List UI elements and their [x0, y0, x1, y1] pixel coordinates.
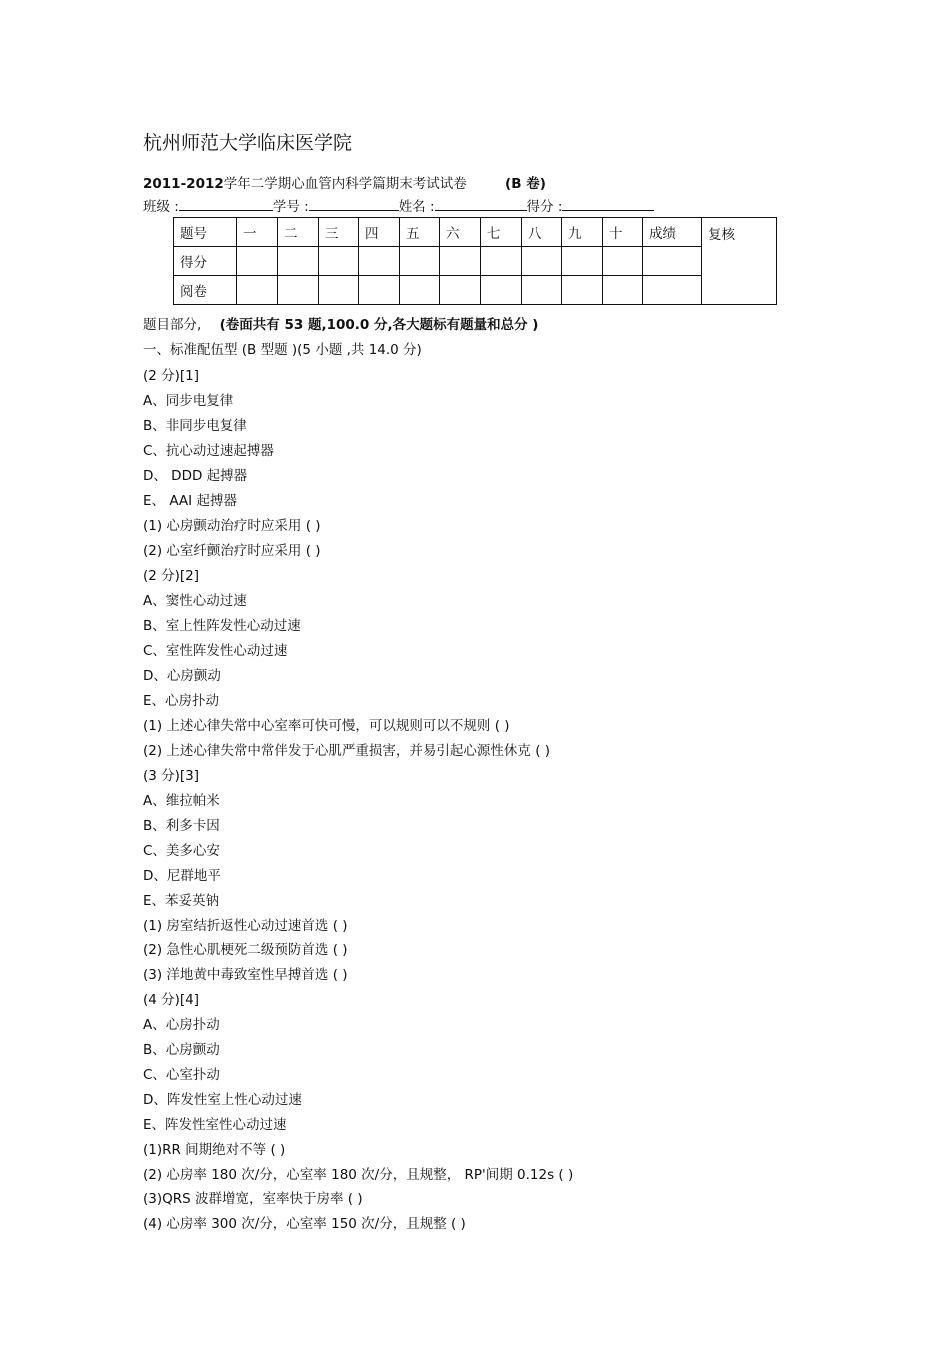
col-4: 四 — [359, 218, 400, 247]
table-row-grader — [174, 276, 777, 305]
list-item: E、 AAI 起搏器 — [143, 493, 237, 509]
class-blank — [179, 196, 273, 211]
student-info-line — [143, 195, 654, 215]
list-item: A、窦性心动过速 — [143, 593, 247, 609]
header-label-cell: 题号 — [174, 218, 237, 247]
grader-cell — [400, 276, 440, 305]
list-item: B、心房颤动 — [143, 1042, 220, 1058]
list-item: D、 DDD 起搏器 — [143, 468, 248, 484]
score-cell — [400, 247, 440, 276]
table-row-header — [174, 218, 777, 247]
list-item: (4 分)[4] — [143, 992, 200, 1008]
list-item: E、阵发性室性心动过速 — [143, 1117, 287, 1133]
exam-title — [143, 172, 546, 192]
list-item: (2) 急性心肌梗死二级预防首选 ( ) — [143, 942, 348, 958]
list-item: (2 分)[1] — [143, 368, 200, 384]
student-id-label: 学号 : — [272, 199, 309, 215]
list-item: A、维拉帕米 — [143, 793, 220, 809]
score-cell — [359, 247, 400, 276]
list-item: B、室上性阵发性心动过速 — [143, 618, 301, 634]
score-table — [173, 217, 777, 305]
exam-paper: (B 卷) — [505, 176, 546, 192]
grader-cell — [481, 276, 522, 305]
table-row-score — [174, 247, 777, 276]
list-item: (4) 心房率 300 次/分，心室率 150 次/分，且规整 ( ) — [143, 1216, 466, 1232]
grader-cell — [562, 276, 603, 305]
score-cell — [440, 247, 481, 276]
list-item: C、美多心安 — [143, 843, 220, 859]
list-item: C、室性阵发性心动过速 — [143, 643, 288, 659]
score-cell — [237, 247, 278, 276]
list-item: (3 分)[3] — [143, 768, 200, 784]
paper-note-detail: (卷面共有 53 题,100.0 分,各大题标有题量和总分 ) — [219, 317, 539, 333]
score-label: 得分 : — [526, 199, 563, 215]
grader-cell — [440, 276, 481, 305]
list-item: D、尼群地平 — [143, 868, 221, 884]
col-7: 七 — [481, 218, 522, 247]
list-item: (3)QRS 波群增宽，室率快于房率 ( ) — [143, 1191, 363, 1207]
grader-cell — [603, 276, 643, 305]
list-item: (1)RR 间期绝对不等 ( ) — [143, 1142, 286, 1158]
score-cell — [522, 247, 562, 276]
score-cell — [603, 247, 643, 276]
grader-cell — [643, 276, 702, 305]
list-item: E、苯妥英钠 — [143, 893, 220, 909]
list-item: (1) 上述心律失常中心室率可快可慢，可以规则可以不规则 ( ) — [143, 718, 510, 734]
list-item: (2) 心房率 180 次/分，心室率 180 次/分，且规整， RP'间期 0.12s ( ) — [143, 1167, 574, 1183]
score-cell — [278, 247, 319, 276]
school-title: 杭州师范大学临床医学院 — [143, 132, 353, 154]
class-label: 班级 : — [143, 199, 179, 215]
exam-year: 2011-2012 — [143, 176, 224, 192]
score-cell — [319, 247, 359, 276]
row-label-score: 得分 — [174, 247, 237, 276]
student-id-blank — [309, 196, 399, 211]
score-cell — [562, 247, 603, 276]
col-10: 十 — [603, 218, 643, 247]
score-cell — [481, 247, 522, 276]
score-cell — [643, 247, 702, 276]
col-total: 成绩 — [643, 218, 702, 247]
grader-cell — [522, 276, 562, 305]
col-8: 八 — [522, 218, 562, 247]
grader-cell — [319, 276, 359, 305]
col-2: 二 — [278, 218, 319, 247]
list-item: B、利多卡因 — [143, 818, 220, 834]
list-item: (1) 房室结折返性心动过速首选 ( ) — [143, 918, 348, 934]
list-item: (2) 上述心律失常中常伴发于心肌严重损害，并易引起心源性休克 ( ) — [143, 743, 551, 759]
list-item: A、同步电复律 — [143, 393, 234, 409]
list-item: C、心室扑动 — [143, 1067, 220, 1083]
list-item: B、非同步电复律 — [143, 418, 247, 434]
paper-note-prefix: 题目部分, — [143, 317, 202, 333]
list-item: A、心房扑动 — [143, 1017, 220, 1033]
grader-cell — [237, 276, 278, 305]
row-label-grader: 阅卷 — [174, 276, 237, 305]
exam-name: 学年二学期心血管内科学篇期末考试试卷 — [223, 176, 467, 192]
list-item: C、抗心动过速起搏器 — [143, 443, 274, 459]
list-item: D、阵发性室上性心动过速 — [143, 1092, 302, 1108]
list-item: (3) 洋地黄中毒致室性早搏首选 ( ) — [143, 967, 348, 983]
name-blank — [435, 196, 527, 211]
list-item: D、心房颤动 — [143, 668, 221, 684]
col-5: 五 — [400, 218, 440, 247]
list-item: (2 分)[2] — [143, 568, 200, 584]
col-9: 九 — [562, 218, 603, 247]
section-heading: 一、标准配伍型 (B 型题 )(5 小题 ,共 14.0 分) — [143, 342, 422, 358]
grader-cell — [359, 276, 400, 305]
grader-cell — [278, 276, 319, 305]
col-1: 一 — [237, 218, 278, 247]
score-blank — [562, 196, 654, 211]
list-item: E、心房扑动 — [143, 693, 220, 709]
list-item: (2) 心室纤颤治疗时应采用 ( ) — [143, 543, 321, 559]
review-cell: 复核 — [702, 218, 777, 305]
paper-note — [143, 313, 538, 333]
col-3: 三 — [319, 218, 359, 247]
list-item: (1) 心房颤动治疗时应采用 ( ) — [143, 518, 321, 534]
col-6: 六 — [440, 218, 481, 247]
name-label: 姓名 : — [398, 199, 435, 215]
